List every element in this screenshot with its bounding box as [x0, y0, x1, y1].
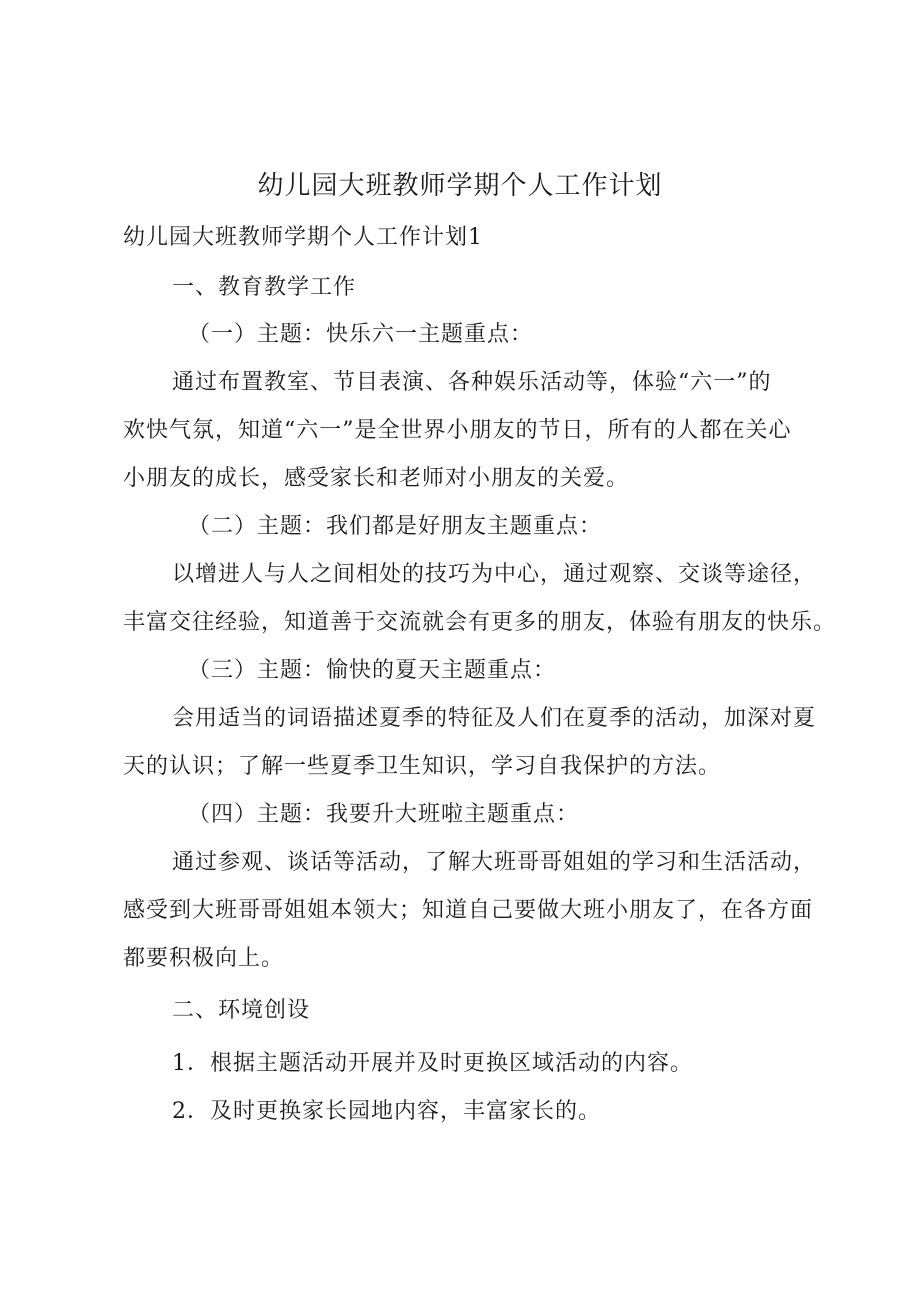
- paragraph-line: 天的认识；了解一些夏季卫生知识，学习自我保护的方法。: [123, 754, 722, 779]
- topic-heading-3: （三）主题：愉快的夏天主题重点：: [188, 658, 557, 683]
- paragraph-line: 欢快气氛，知道“六一”是全世界小朋友的节日，所有的人都在关心: [123, 418, 792, 443]
- paragraph-line: 通过布置教室、节目表演、各种娱乐活动等，体验“六一”的: [172, 370, 772, 395]
- topic-heading-1: （一）主题：快乐六一主题重点：: [188, 322, 534, 347]
- paragraph-line: 感受到大班哥哥姐姐本领大；知道自己要做大班小朋友了，在各方面: [123, 898, 814, 923]
- paragraph-line: 会用适当的词语描述夏季的特征及人们在夏季的活动，加深对夏: [172, 706, 817, 731]
- section-heading-education: 一、教育教学工作: [172, 275, 357, 300]
- document-title: 幼儿园大班教师学期个人工作计划: [257, 171, 663, 201]
- section-heading-environment: 二、环境创设: [172, 998, 311, 1023]
- list-item: 2．及时更换家长园地内容，丰富家长的。: [172, 1099, 601, 1124]
- topic-heading-2: （二）主题：我们都是好朋友主题重点：: [188, 514, 603, 539]
- paragraph-line: 丰富交往经验，知道善于交流就会有更多的朋友，体验有朋友的快乐。: [123, 610, 837, 635]
- document-subtitle: 幼儿园大班教师学期个人工作计划1: [123, 225, 483, 250]
- list-item: 1．根据主题活动开展并及时更换区域活动的内容。: [172, 1051, 693, 1076]
- paragraph-line: 通过参观、谈话等活动，了解大班哥哥姐姐的学习和生活活动，: [172, 850, 817, 875]
- paragraph-line: 都要积极向上。: [123, 946, 285, 971]
- paragraph-line: 以增进人与人之间相处的技巧为中心，通过观察、交谈等途径，: [172, 562, 817, 587]
- topic-heading-4: （四）主题：我要升大班啦主题重点：: [188, 802, 580, 827]
- paragraph-line: 小朋友的成长，感受家长和老师对小朋友的关爱。: [123, 466, 630, 491]
